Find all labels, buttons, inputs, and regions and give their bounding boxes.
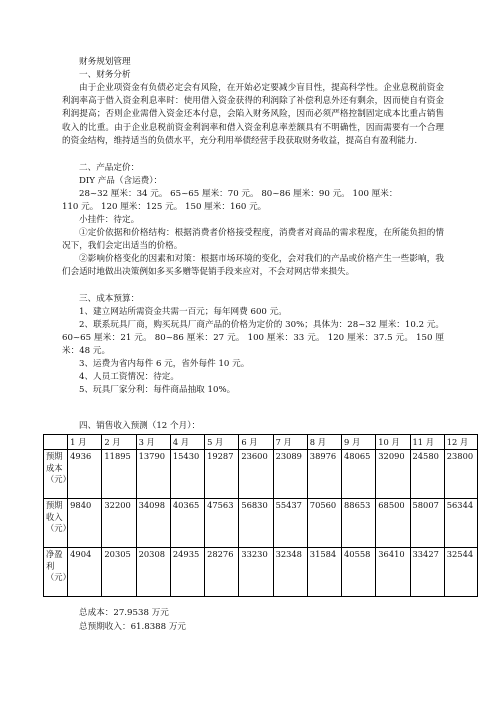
table-cell: 34098: [136, 499, 170, 548]
table-cell: 33427: [410, 548, 444, 597]
section-1-heading: 一、财务分析: [79, 70, 131, 80]
month-header: 3 月: [136, 435, 170, 450]
table-cell: 20308: [136, 548, 170, 597]
section-4-heading: 四、销售收入预测（12 个月）：: [79, 421, 201, 431]
section-2-heading: 二、产品定价：: [79, 163, 140, 173]
table-cell: 56344: [444, 499, 477, 548]
table-cell: 88653: [342, 499, 376, 548]
table-cell: 56830: [239, 499, 273, 548]
pricing-basis-paragraph: ①定价依据和价格结构：根据消费者价格接受程度，消费者对商品的需求程度，在所能负担的情况下，我们会定出适当的价格。: [62, 228, 444, 252]
month-header: 6 月: [239, 435, 273, 450]
table-cell: 47563: [205, 499, 239, 548]
table-cell: 23600: [239, 450, 273, 499]
cost-item-5: 5、玩具厂家分利：每件商品抽取 10%。: [79, 385, 236, 395]
table-cell: 4936: [68, 450, 102, 499]
pendant-price: 小挂件：待定。: [79, 215, 140, 225]
table-cell: 15430: [170, 450, 204, 499]
table-cell: 40558: [342, 548, 376, 597]
month-header: 9 月: [342, 435, 376, 450]
table-corner-cell: [44, 435, 68, 450]
table-cell: 36410: [376, 548, 410, 597]
month-header: 12 月: [444, 435, 477, 450]
section-1-paragraph: 由于企业项资金有负债必定会有风险，在开始必定要减少盲目性，提高科学性。企业息税前资金利润率高于借入资金利息率时：使用借入资金获得的利润除了补偿利息外还有剩余，因而使自有资金利润提高；否则企业需借入资金还本付息，会陷入财务风险，因而必须严格控制固定成本比重占销售收入的比重。由于企业息税前资金利润率和借入资金利息率差额具有不明确性，因而需要有一个合理的资金结构，维持适当的负债水平，充分利用举债经营手段获取财务收益，提高自有盈利能力.: [62, 83, 444, 146]
doc-title: 财务规划管理: [79, 57, 131, 67]
table-cell: 48065: [342, 450, 376, 499]
total-revenue: 总预期收入：61.8388 万元: [79, 622, 187, 632]
sales-forecast-table: [43, 434, 478, 597]
row-label-expected-cost: 预期成本（元）: [44, 450, 68, 499]
table-cell: 24580: [410, 450, 444, 499]
table-cell: 40365: [170, 499, 204, 548]
row-label-net-profit: 净盈利（元）: [44, 548, 68, 597]
diy-title: DIY 产品（含运费）：: [79, 176, 163, 186]
table-cell: 24935: [170, 548, 204, 597]
month-header: 5 月: [205, 435, 239, 450]
table-cell: 11895: [102, 450, 136, 499]
table-cell: 23089: [273, 450, 307, 499]
table-cell: 19287: [205, 450, 239, 499]
table-cell: 4904: [68, 548, 102, 597]
cost-item-3: 3、运费为省内每件 6 元，省外每件 10 元。: [79, 359, 250, 369]
month-header: 4 月: [170, 435, 204, 450]
table-cell: 32090: [376, 450, 410, 499]
table-cell: 58007: [410, 499, 444, 548]
table-cell: 70560: [307, 499, 341, 548]
table-cell: 32200: [102, 499, 136, 548]
price-factors-paragraph: ②影响价格变化的因素和对策：根据市场环境的变化，会对我们的产品或价格产生一些影响，我们会适时地做出决策例如多买多赠等促销手段来应对，不会对网店带来损失。: [62, 254, 444, 278]
month-header: 10 月: [376, 435, 410, 450]
cost-item-2: 2、联系玩具厂商，购买玩具厂商产品的价格为定价的 30%；具体为：28~32 厘米：10.2 元。60~65 厘米：21 元。 80~86 厘米：27 元。 100 厘米：33 元。 120 厘米：37.5 元。 150 厘米：48 元。: [62, 320, 444, 357]
row-label-expected-revenue: 预期收入（元）: [44, 499, 68, 548]
table-cell: 55437: [273, 499, 307, 548]
cost-item-1: 1、建立网站所需资金共需一百元；每年网费 600 元。: [79, 307, 287, 317]
table-cell: 38976: [307, 450, 341, 499]
table-cell: 31584: [307, 548, 341, 597]
table-cell: 32348: [273, 548, 307, 597]
table-cell: 20305: [102, 548, 136, 597]
month-header: 11 月: [410, 435, 444, 450]
table-row: [44, 499, 478, 548]
diy-price-line-2: 110 元。 120 厘米：125 元。 150 厘米：160 元。: [62, 202, 267, 212]
table-cell: 28276: [205, 548, 239, 597]
table-cell: 68500: [376, 499, 410, 548]
diy-price-line-1: 28~32 厘米：34 元。 65~65 厘米：70 元。 80~86 厘米：90 元。 100 厘米：: [79, 189, 398, 199]
table-cell: 33230: [239, 548, 273, 597]
section-3-heading: 三、成本预算：: [79, 294, 140, 304]
month-header: 1 月: [68, 435, 102, 450]
total-cost: 总成本：27.9538 万元: [79, 608, 169, 618]
table-cell: 23800: [444, 450, 477, 499]
month-header: 2 月: [102, 435, 136, 450]
table-cell: 32544: [444, 548, 477, 597]
table-row: [44, 548, 478, 597]
month-header: 8 月: [307, 435, 341, 450]
month-header: 7 月: [273, 435, 307, 450]
table-cell: 13790: [136, 450, 170, 499]
cost-item-4: 4、人员工资情况：待定。: [79, 372, 179, 382]
table-row: [44, 450, 478, 499]
table-header-row: [44, 435, 478, 450]
table-cell: 9840: [68, 499, 102, 548]
